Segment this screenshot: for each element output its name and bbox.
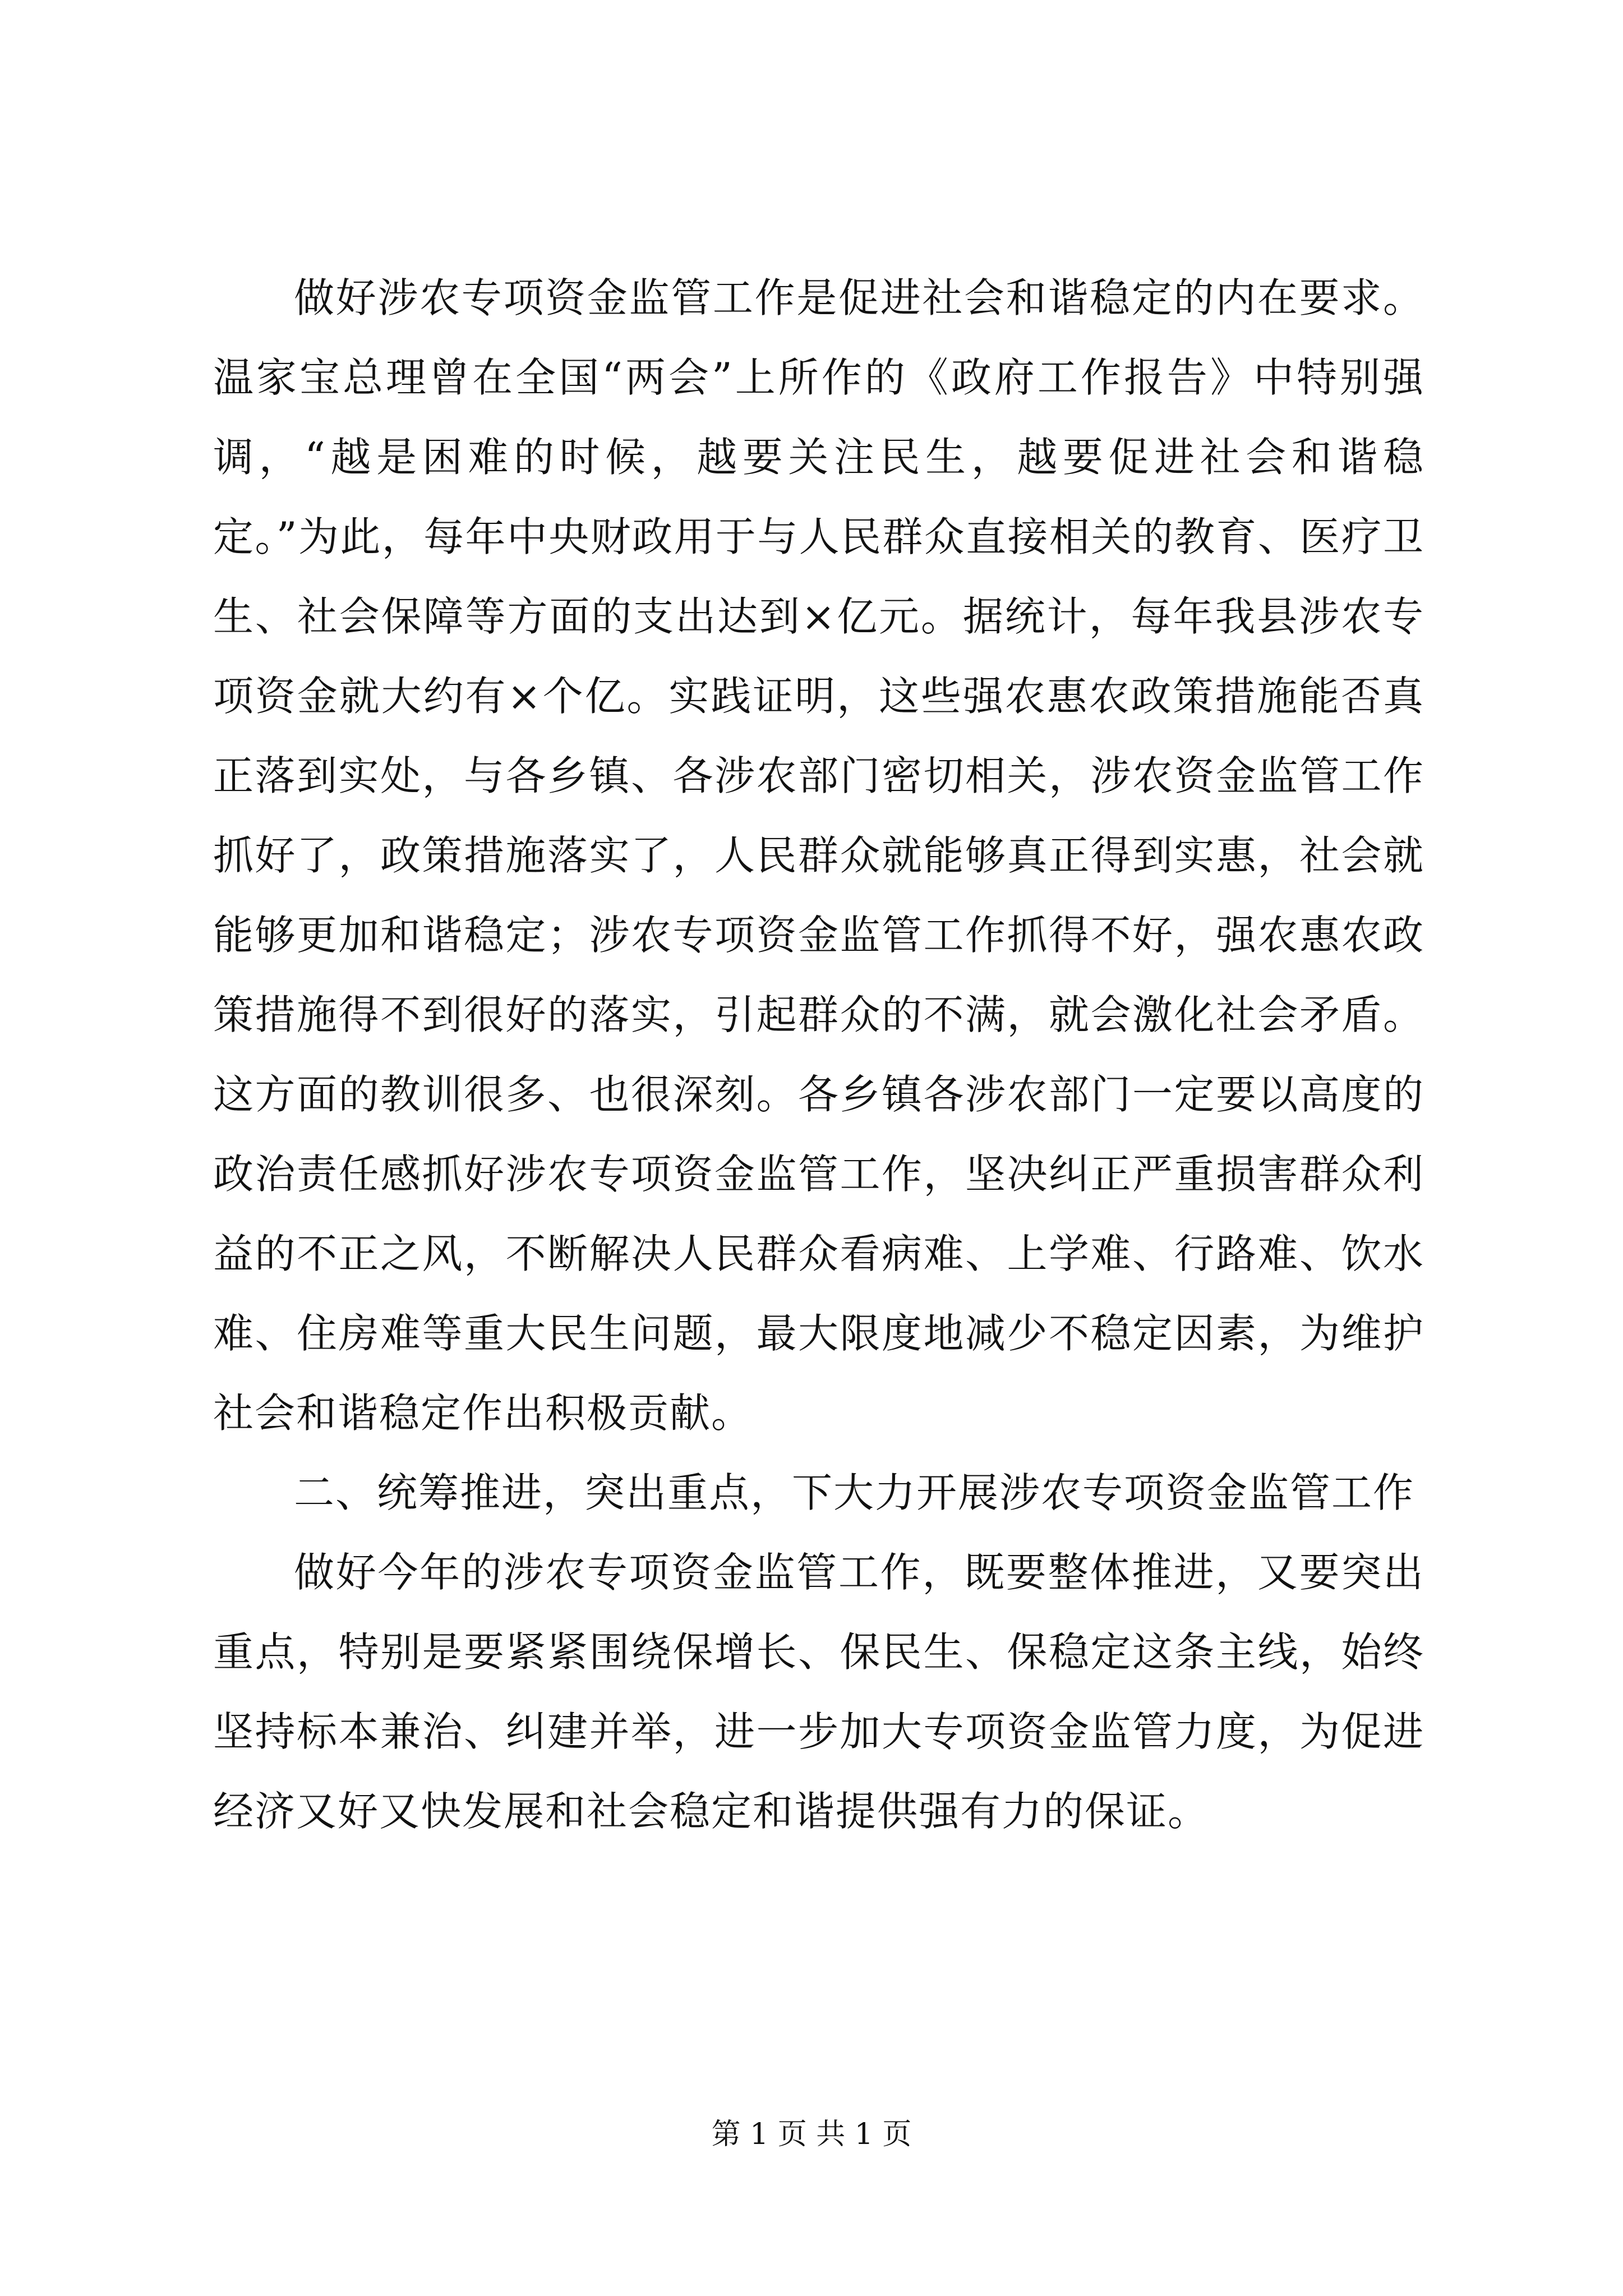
document-body — [213, 258, 1424, 1851]
section-heading: 二、统筹推进，突出重点，下大力开展涉农专项资金监管工作 — [294, 1469, 1415, 1516]
body-paragraph: 做好涉农专项资金监管工作是促进社会和谐稳定的内在要求。温家宝总理曾在全国“两会”上所作的《政府工作报告》中特别强调，“越是困难的时候，越要关注民生，越要促进社会和谐稳定。”为此，每年中央财政用于与人民群众直接相关的教育、医疗卫生、社会保障等方面的支出达到×亿元。据统计，每年我县涉农专项资金就大约有×个亿。实践证明，这些强农惠农政策措施能否真正落到实处，与各乡镇、各涉农部门密切相关，涉农资金监管工作抓好了，政策措施落实了，人民群众就能够真正得到实惠，社会就能够更加和谐稳定；涉农专项资金监管工作抓得不好，强农惠农政策措施得不到很好的落实，引起群众的不满，就会激化社会矛盾。这方面的教训很多、也很深刻。各乡镇各涉农部门一定要以高度的政治责任感抓好涉农专项资金监管工作，坚决纠正严重损害群众利益的不正之风，不断解决人民群众看病难、上学难、行路难、饮水难、住房难等重大民生问题，最大限度地减少不稳定因素，为维护社会和谐稳定作出积极贡献。 — [213, 274, 1424, 1437]
page-number-footer: 第 1 页 共 1 页 — [711, 2118, 912, 2151]
body-paragraph: 做好今年的涉农专项资金监管工作，既要整体推进，又要突出重点，特别是要紧紧围绕保增长、保民生、保稳定这条主线，始终坚持标本兼治、纠建并举，进一步加大专项资金监管力度，为促进经济又好又快发展和社会稳定和谐提供强有力的保证。 — [213, 1549, 1424, 1835]
